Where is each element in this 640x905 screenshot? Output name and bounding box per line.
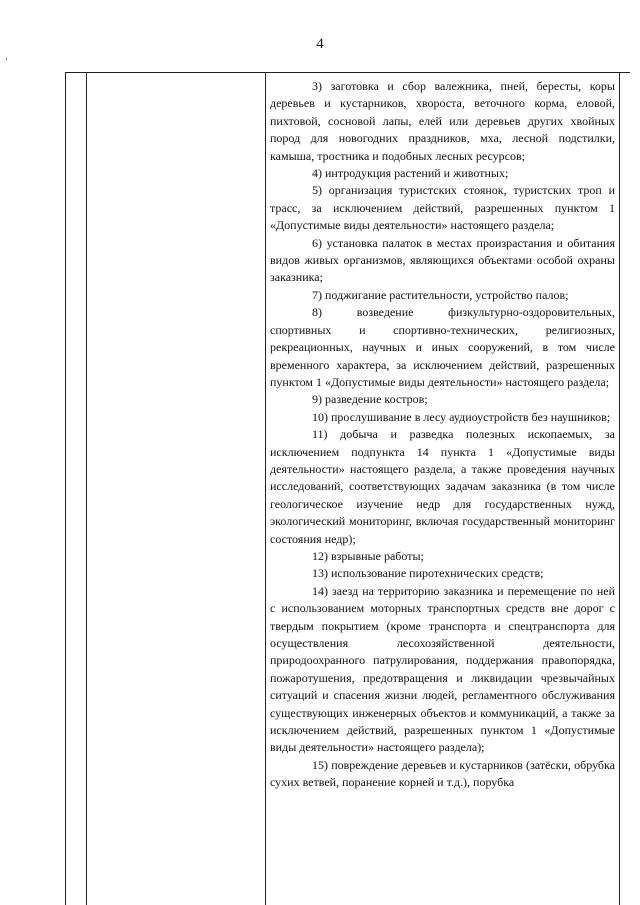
table-left-border [65,72,66,905]
list-item-9: 9) разведение костров; [312,392,428,407]
list-item-3: 3) заготовка и сбор валежника, пней, бересты, коры деревьев и кустарников, хвороста, веточного корма, еловой, пихтовой, сосновой лапы, елей или деревьев других хвойных пород для новогодних праздников, мха, лесной подстилки, камыша, тростника и подобных лесных ресурсов; [270,79,615,163]
page-number: 4 [316,36,324,52]
table-column-divider-2 [265,72,266,905]
table-column-divider-1 [86,72,87,905]
scan-speck [6,58,7,60]
list-item-15: 15) повреждение деревьев и кустарников (затёски, обрубка сухих ветвей, поранение корней и т.д.), порубка [270,757,615,790]
list-item-10: 10) прослушивание в лесу аудиоустройств без наушников; [312,409,611,424]
table-right-border [619,72,620,905]
list-item-14: 14) заезд на территорию заказника и перемещение по ней с использованием моторных транспортных средств вне дорог с твердым покрытием (кроме транспорта и спецтранспорта для осуществления лесохозяйственной деятельности, природоохранного патрулирования, поддержания правопорядка, пожаротушения, предотвращения и ликвидации чрезвычайных ситуаций и спасения жизни людей, регламентного обслуживания существующих инженерных объектов и коммуникаций, а также за исключением действий, разрешенных пунктом 1 «Допустимые виды деятельности» настоящего раздела); [270,583,615,755]
prohibited-activities-list [270,78,615,792]
list-item-8: 8) возведение физкультурно-оздоровительных, спортивных и спортивно-технических, религиозных, рекреационных, научных и иных сооружений, в том числе временного характера, за исключением действий, разрешенных пунктом 1 «Допустимые виды деятельности» настоящего раздела; [270,305,615,389]
list-item-7: 7) поджигание растительности, устройство палов; [312,287,569,302]
list-item-13: 13) использование пиротехнических средств; [312,566,544,581]
list-item-12: 12) взрывные работы; [312,548,424,563]
list-item-4: 4) интродукция растений и животных; [312,166,509,181]
list-item-5: 5) организация туристских стоянок, туристских троп и трасс, за исключением действий, разрешенных пунктом 1 «Допустимые виды деятельности» настоящего раздела; [270,183,615,233]
list-item-11: 11) добыча и разведка полезных ископаемых, за исключением подпункта 14 пункта 1 «Допустимые виды деятельности» настоящего раздела, а также проведения научных исследований, соответствующих задачам заказника (в том числе геологическое изучение недр для государственных нужд, экологический мониторинг, включая государственный мониторинг состояния недр); [270,427,615,546]
list-item-6: 6) установка палаток в местах произрастания и обитания видов живых организмов, являющихся объектами особой охраны заказника; [270,235,615,285]
table-top-border [65,72,630,73]
